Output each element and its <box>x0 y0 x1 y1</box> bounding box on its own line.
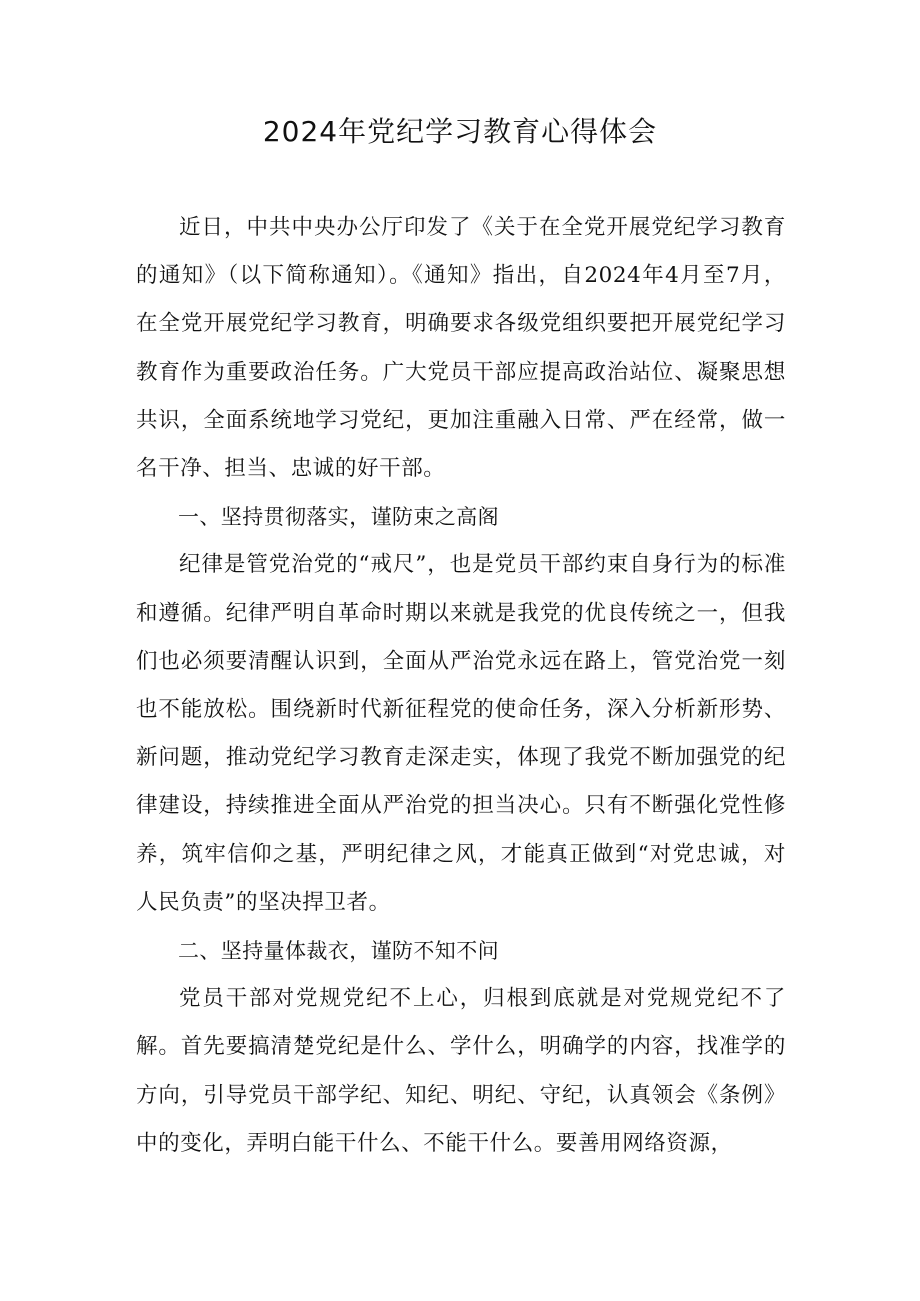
intro-paragraph: 近日，中共中央办公厅印发了《关于在全党开展党纪学习教育的通知》（以下简称通知）。《通知》指出，自2024年4月至7月，在全党开展党纪学习教育，明确要求各级党组织要把开展党纪学习教育作为重要政治任务。广大党员干部应提高政治站位、凝聚思想共识，全面系统地学习党纪，更加注重融入日常、严在经常，做一名干净、担当、忠诚的好干部。 <box>136 215 786 482</box>
section-2-paragraph: 党员干部对党规党纪不上心，归根到底就是对党规党纪不了解。首先要搞清楚党纪是什么、学什么，明确学的内容，找准学的方向，引导党员干部学纪、知纪、明纪、守纪，认真领会《条例》中的变化，弄明白能干什么、不能干什么。要善用网络资源， <box>136 986 786 1156</box>
document-body <box>136 204 786 1168</box>
section-heading-1: 一、坚持贯彻落实，谨防束之高阁 <box>178 505 499 530</box>
section-1-paragraph: 纪律是管党治党的“戒尺”，也是党员干部约束自身行为的标准和遵循。纪律严明自革命时期以来就是我党的优良传统之一，但我们也必须要清醒认识到，全面从严治党永远在路上，管党治党一刻也不能放松。围绕新时代新征程党的使命任务，深入分析新形势、新问题，推动党纪学习教育走深走实，体现了我党不断加强党的纪律建设，持续推进全面从严治党的担当决心。只有不断强化党性修养，筑牢信仰之基，严明纪律之风，才能真正做到“对党忠诚，对人民负责”的坚决捍卫者。 <box>136 552 786 915</box>
document-title: 2024年党纪学习教育心得体会 <box>262 115 658 148</box>
section-heading-2: 二、坚持量体裁衣，谨防不知不问 <box>178 939 499 964</box>
